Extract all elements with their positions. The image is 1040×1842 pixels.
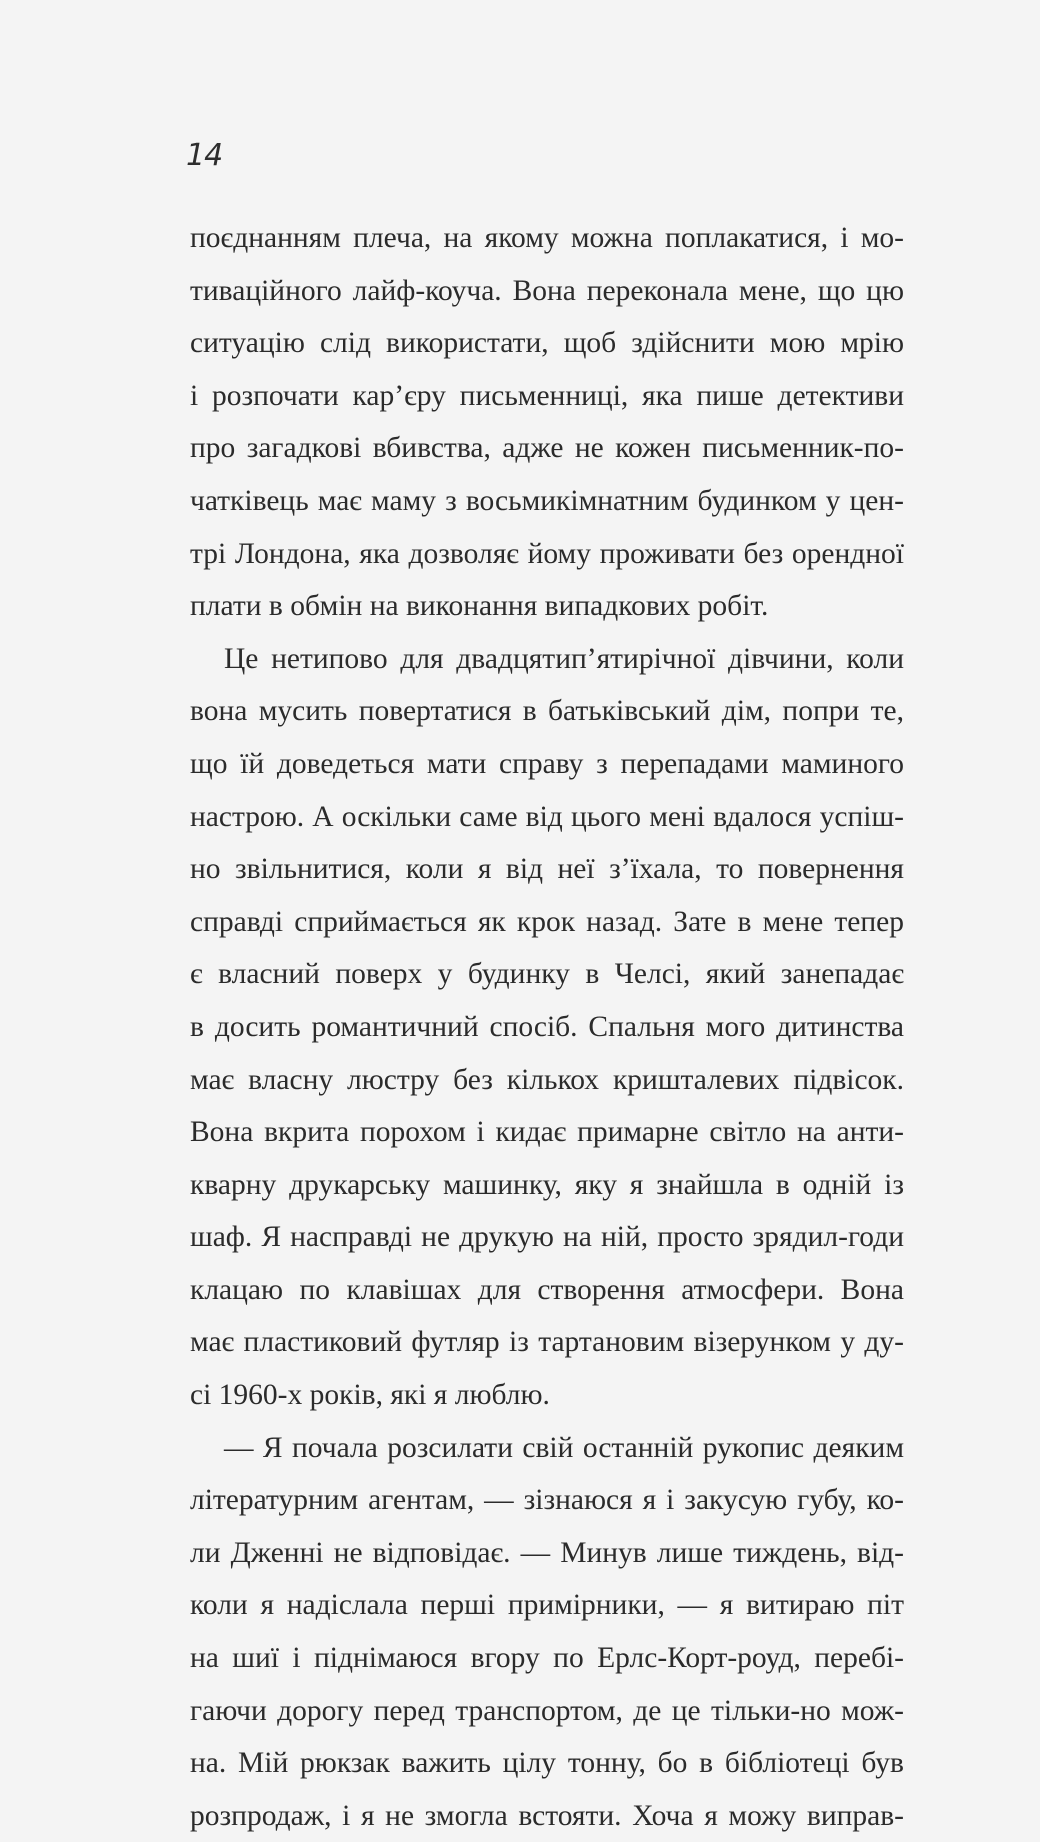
text-line: сі 1960-х років, які я люблю.: [190, 1379, 550, 1412]
text-line: клацаю по клавішах для створення атмосфери. Вона: [190, 1273, 904, 1306]
text-line: ситуацію слід використати, щоб здійснити мою мрію: [190, 327, 904, 360]
text-line: має пластиковий футляр із тартановим візерунком у ду-: [190, 1326, 904, 1359]
text-line: плати в обмін на виконання випадкових робіт.: [190, 590, 769, 623]
text-line: вона мусить повертатися в батьківський дім, попри те,: [190, 695, 904, 728]
text-line: чатківець має маму з восьмикімнатним будинком у цен-: [190, 484, 904, 517]
page-number: 14: [186, 138, 223, 173]
text-line: літературним агентам, — зізнаюся я і закусую губу, ко-: [190, 1484, 904, 1517]
text-line: — Я почала розсилати свій останній рукопис деяким: [224, 1431, 904, 1464]
text-line: що їй доведеться мати справу з перепадами маминого: [190, 747, 904, 780]
text-line: тиваційного лайф-коуча. Вона переконала мене, що цю: [190, 274, 904, 307]
text-line: поєднанням плеча, на якому можна поплакатися, і мо-: [190, 222, 904, 254]
text-line: ли Дженні не відповідає. — Минув лише тиждень, від-: [190, 1536, 904, 1569]
text-line: розпродаж, і я не змогла встояти. Хоча я можу виправ-: [190, 1799, 904, 1832]
text-line: і розпочати кар’єру письменниці, яка пише детективи: [190, 379, 904, 412]
text-line: настрою. А оскільки саме від цього мені вдалося успіш-: [190, 800, 904, 833]
text-line: в досить романтичний спосіб. Спальня мого дитинства: [190, 1010, 904, 1043]
text-line: шаф. Я насправді не друкую на ній, просто зрядил-годи: [190, 1221, 904, 1254]
text-line: має власну люстру без кількох кришталевих підвісок.: [190, 1063, 904, 1096]
text-line: но звільнитися, коли я від неї з’їхала, то повернення: [190, 853, 904, 886]
text-line: кварну друкарську машинку, яку я знайшла в одній із: [190, 1168, 904, 1201]
text-line: Вона вкрита порохом і кидає примарне світло на анти-: [190, 1116, 904, 1149]
text-line: гаючи дорогу перед транспортом, де це тільки-но мож-: [190, 1694, 904, 1727]
text-line: про загадкові вбивства, адже не кожен письменник-по-: [190, 432, 904, 465]
text-line: трі Лондона, яка дозволяє йому проживати без орендної: [190, 537, 904, 570]
text-line: коли я надіслала перші примірники, — я витираю піт: [190, 1589, 904, 1622]
text-line: є власний поверх у будинку в Челсі, який занепадає: [190, 958, 904, 991]
text-line: Це нетипово для двадцятип’ятирічної дівчини, коли: [224, 642, 904, 675]
text-line: справді сприймається як крок назад. Зате в мене тепер: [190, 905, 904, 938]
text-line: на. Мій рюкзак важить цілу тонну, бо в бібліотеці був: [190, 1747, 904, 1780]
body-text: [190, 212, 904, 1842]
text-line: на шиї і піднімаюся вгору по Ерлс-Корт-роуд, перебі-: [190, 1642, 904, 1675]
